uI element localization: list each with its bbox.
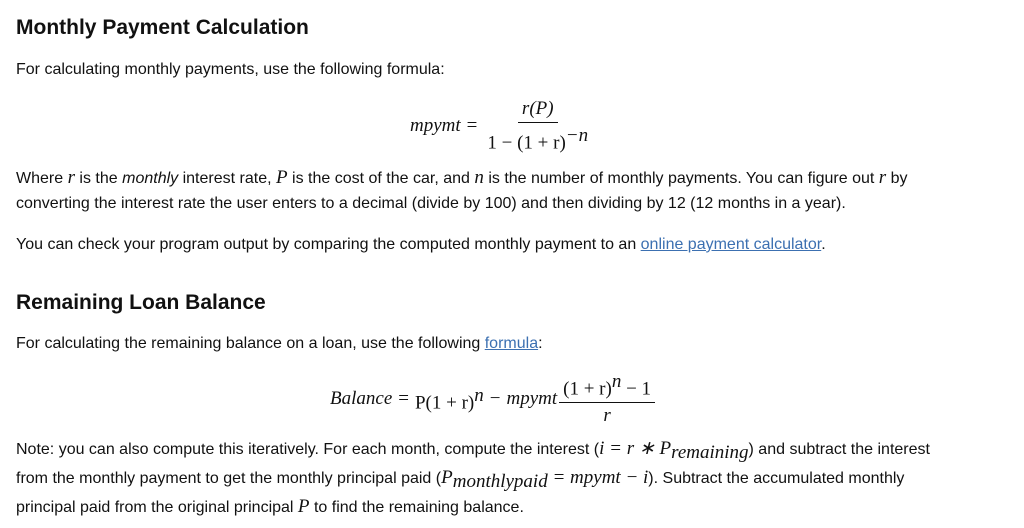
balance-lhs: Balance (330, 388, 393, 410)
formula-fraction (483, 98, 592, 154)
formula-denominator: $1 - (1 + r)^{-n}$ (487, 125, 589, 154)
formula-numerator: r(P) (518, 98, 558, 123)
balance-term1: $P(1 + r)^n$ (414, 384, 484, 413)
where-paragraph: Where r is the monthly interest rate, P is the cost of the car, and n is the number of monthly payments. You can figure out r by converting the interest rate the user enters to a decimal (divide by 100) and then dividing by 12 (12 months in a year). (16, 167, 908, 212)
formula-lhs: mpymt (410, 115, 461, 137)
online-payment-calculator-link[interactable]: online payment calculator (640, 236, 822, 253)
balance-denominator: r (603, 405, 611, 427)
balance-formula (330, 371, 655, 427)
balance-minus: − (489, 388, 501, 410)
note-paragraph: Note: you can also compute this iteratively. For each month, compute the interest (i = r ∗ $P_{remaining}$) and subtract the interest from the monthly payment to get the monthly principal paid ($P_{monthlypaid}$ = mpymt − i). Subtract the accumulated monthly principal paid from the original principal P to find the remaining balance. (16, 438, 930, 518)
balance-fraction (559, 371, 655, 427)
check-paragraph: You can check your program output by comparing the computed monthly payment to an online payment calculator. (16, 236, 826, 253)
formula-equals: = (466, 115, 478, 137)
balance-numerator: $(1 + r)^n - 1$ (559, 371, 655, 403)
monthly-payment-formula (410, 98, 592, 154)
balance-equals: = (398, 388, 409, 410)
formula-link[interactable]: formula (484, 335, 539, 352)
monthly-payment-intro: For calculating monthly payments, use the following formula: (16, 61, 445, 78)
remaining-balance-heading: Remaining Loan Balance (16, 291, 266, 314)
monthly-payment-heading: Monthly Payment Calculation (16, 16, 309, 39)
remaining-balance-intro: For calculating the remaining balance on a loan, use the following formula: (16, 335, 543, 352)
balance-mpymt: mpymt (506, 388, 558, 410)
